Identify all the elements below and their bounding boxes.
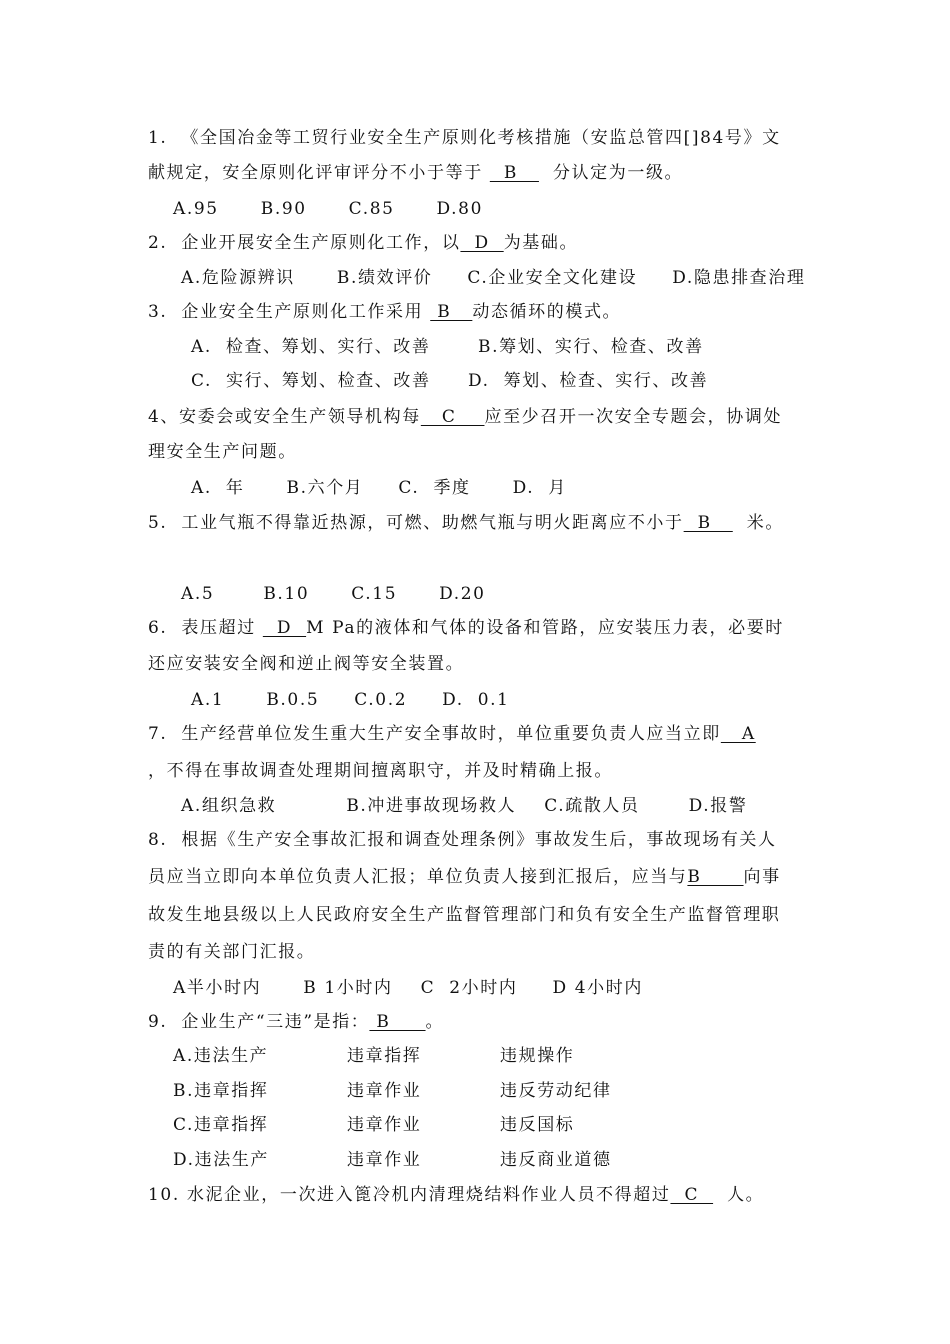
q8-options: A半小时内 B 1小时内 C 2小时内 D 4小时内: [173, 978, 643, 998]
q4-text-end: 应至少召开一次安全专题会，协调处: [484, 407, 783, 427]
q6-line1: [148, 617, 784, 639]
q8-text-end: 向事: [743, 867, 781, 887]
q8-line3: 故发生地县级以上人民政府安全生产监督管理部门和负有安全生产监督管理职: [148, 905, 781, 925]
q8-text: 员应当立即向本单位负责人汇报；单位负责人接到汇报后，应当与: [148, 867, 688, 887]
q9-option-c-col2: 违章作业: [347, 1115, 422, 1135]
q3-option-b: B.筹划、实行、检查、改善: [478, 337, 704, 357]
q1-text: 献规定，安全原则化评审评分不小于等于: [148, 163, 490, 183]
q2-text: 2. 企业开展安全生产原则化工作，以: [148, 233, 461, 253]
q3-text-end: 动态循环的模式。: [472, 302, 622, 322]
q9-option-a-col2: 违章指挥: [347, 1046, 422, 1066]
q8-line2: [148, 866, 781, 888]
q5-answer: B: [683, 513, 733, 533]
q1-line1: 1. 《全国冶金等工贸行业安全生产原则化考核措施（安监总管四[]84号》文: [148, 128, 781, 148]
q10-text: 10. 水泥企业，一次进入篦冷机内清理烧结料作业人员不得超过: [148, 1185, 671, 1205]
q9-option-c-col1: C.违章指挥: [173, 1115, 269, 1135]
q5-text-end: 米。: [732, 513, 784, 533]
q4-answer: C: [420, 407, 485, 427]
q7-line1: [148, 723, 756, 745]
q3-option-c: C. 实行、筹划、检查、改善: [191, 371, 431, 391]
q6-text-end: M Pa的液体和气体的设备和管路，应安装压力表，必要时: [306, 618, 784, 638]
q2-answer: D: [460, 233, 504, 253]
q9-option-d-col3: 违反商业道德: [500, 1150, 612, 1170]
q9-option-b-col3: 违反劳动纪律: [500, 1081, 612, 1101]
q10-answer: C: [670, 1185, 714, 1205]
q5-text: 5. 工业气瓶不得靠近热源，可燃、助燃气瓶与明火距离应不小于: [148, 513, 684, 533]
q3-answer: B: [430, 302, 473, 322]
q10-text-end: 人。: [713, 1185, 765, 1205]
q2-line1: [148, 232, 578, 254]
q4-text: 4、安委会或安全生产领导机构每: [148, 407, 421, 427]
q9-option-a-col3: 违规操作: [500, 1046, 575, 1066]
q4-line2: 理安全生产问题。: [148, 442, 297, 462]
q9-text-end: 。: [425, 1012, 445, 1032]
q3-option-d: D. 筹划、检查、实行、改善: [468, 371, 709, 391]
q6-text: 6. 表压超过: [148, 618, 263, 638]
q1-answer: B: [489, 163, 539, 183]
q3-text: 3. 企业安全生产原则化工作采用: [148, 302, 431, 322]
q8-line4: 责的有关部门汇报。: [148, 942, 316, 962]
q2-options: A.危险源辨识 B.绩效评价 C.企业安全文化建设 D.隐患排查治理: [181, 268, 806, 288]
q6-line2: 还应安装安全阀和逆止阀等安全装置。: [148, 654, 465, 674]
q5-line1: [148, 512, 784, 534]
q9-option-b-col1: B.违章指挥: [173, 1081, 269, 1101]
q5-options: A.5 B.10 C.15 D.20: [181, 584, 486, 604]
q3-line1: [148, 301, 621, 323]
q8-line1: 8. 根据《生产安全事故汇报和调查处理条例》事故发生后，事故现场有关人: [148, 830, 777, 850]
q9-option-d-col2: 违章作业: [347, 1150, 422, 1170]
q7-options: A.组织急救 B.冲进事故现场救人 C.疏散人员 D.报警: [181, 796, 748, 816]
q9-option-b-col2: 违章作业: [347, 1081, 422, 1101]
q4-options: A. 年 B.六个月 C. 季度 D. 月: [191, 478, 567, 498]
q4-line1: [148, 406, 782, 428]
q10-line1: [148, 1184, 764, 1206]
q7-answer: A: [720, 724, 756, 744]
q3-option-a: A. 检查、筹划、实行、改善: [191, 337, 431, 357]
q9-option-d-col1: D.违法生产: [173, 1150, 270, 1170]
q8-answer: B: [687, 867, 744, 887]
q9-text: 9. 企业生产“三违”是指：: [148, 1012, 370, 1032]
q6-answer: D: [262, 618, 307, 638]
q6-options: A.1 B.0.5 C.0.2 D. 0.1: [191, 690, 510, 710]
q9-option-c-col3: 违反国标: [500, 1115, 575, 1135]
q1-options: A.95 B.90 C.85 D.80: [173, 199, 484, 219]
q9-answer: B: [369, 1012, 426, 1032]
q1-line2: [148, 162, 683, 184]
q9-line1: [148, 1011, 444, 1033]
q2-text-end: 为基础。: [503, 233, 579, 253]
q9-option-a-col1: A.违法生产: [173, 1046, 269, 1066]
q7-text: 7. 生产经营单位发生重大生产安全事故时，单位重要负责人应当立即: [148, 724, 721, 744]
q1-text-end: 分认定为一级。: [538, 163, 684, 183]
q7-line2: ，不得在事故调查处理期间擅离职守，并及时精确上报。: [148, 761, 613, 781]
